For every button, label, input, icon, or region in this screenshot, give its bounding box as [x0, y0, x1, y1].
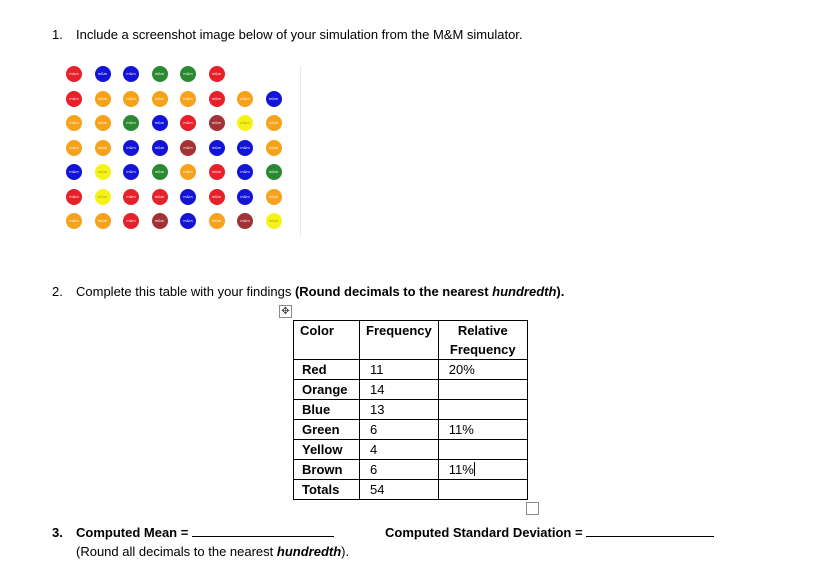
cell-color[interactable]: [294, 460, 360, 480]
mm-candy-red: m&m: [152, 189, 168, 205]
header-frequency[interactable]: Frequency: [360, 321, 439, 360]
table-row: [294, 400, 528, 420]
mm-candy-red: m&m: [66, 189, 82, 205]
mm-candy-brown: m&m: [209, 115, 225, 131]
mm-candy-blue: m&m: [152, 115, 168, 131]
mm-candy-blue: m&m: [209, 140, 225, 156]
mm-candy-orange: m&m: [95, 115, 111, 131]
cell-relative-frequency[interactable]: [438, 380, 527, 400]
cell-frequency-text: 13: [370, 402, 385, 417]
mm-candy-blue: m&m: [95, 66, 111, 82]
cell-frequency-text: 6: [370, 422, 378, 437]
mm-candy-green: m&m: [152, 164, 168, 180]
mm-candy-red: m&m: [66, 66, 82, 82]
cell-relative-frequency-text: 11%: [448, 422, 474, 437]
cell-color[interactable]: [294, 360, 360, 380]
mm-candy-red: m&m: [66, 91, 82, 107]
cell-relative-frequency[interactable]: [438, 400, 527, 420]
mm-candy-brown: m&m: [237, 213, 253, 229]
mm-candy-yellow: m&m: [95, 189, 111, 205]
cell-color-text: Green: [302, 422, 340, 437]
mm-candy-orange: m&m: [237, 91, 253, 107]
mm-candy-red: m&m: [209, 189, 225, 205]
cell-color[interactable]: [294, 400, 360, 420]
cell-color[interactable]: [294, 420, 360, 440]
table-header-row: [294, 321, 528, 360]
mm-candy-blue: m&m: [123, 66, 139, 82]
cell-relative-frequency[interactable]: [438, 420, 527, 440]
question-3-note-text: (Round all decimals to the nearest: [76, 544, 277, 559]
table-row: [294, 420, 528, 440]
cell-relative-frequency[interactable]: [438, 460, 527, 480]
mm-candy-red: m&m: [209, 91, 225, 107]
cell-frequency-text: 54: [370, 482, 385, 497]
image-border: [300, 66, 301, 236]
move-arrows-icon: ✥: [281, 306, 290, 317]
mm-candy-orange: m&m: [266, 140, 282, 156]
mm-candy-orange: m&m: [95, 140, 111, 156]
cell-color-text: Brown: [302, 462, 343, 477]
mm-candy-red: m&m: [180, 115, 196, 131]
sd-answer-blank[interactable]: [586, 524, 714, 537]
mm-candy-blue: m&m: [180, 213, 196, 229]
cell-frequency-text: 14: [370, 382, 385, 397]
cell-relative-frequency[interactable]: [438, 440, 527, 460]
cell-relative-frequency[interactable]: [438, 360, 527, 380]
cell-color-text: Yellow: [302, 442, 343, 457]
cell-color[interactable]: [294, 480, 360, 500]
mm-candy-green: m&m: [266, 164, 282, 180]
mm-candy-red: m&m: [123, 189, 139, 205]
mm-candy-brown: m&m: [180, 140, 196, 156]
mm-candy-green: m&m: [152, 66, 168, 82]
question-1-number: 1.: [52, 27, 63, 42]
question-2-number: 2.: [52, 284, 63, 299]
sd-label: Computed Standard Deviation =: [385, 525, 587, 540]
mm-candy-blue: m&m: [266, 91, 282, 107]
cell-frequency-text: 6: [370, 462, 378, 477]
question-1: [52, 27, 523, 43]
cell-frequency[interactable]: [360, 380, 439, 400]
cell-color[interactable]: [294, 440, 360, 460]
question-1-text: Include a screenshot image below of your simulation from the M&M simulator.: [76, 27, 523, 42]
mm-candy-orange: m&m: [66, 140, 82, 156]
cell-color-text: Orange: [302, 382, 348, 397]
mm-candy-orange: m&m: [180, 164, 196, 180]
mm-candy-red: m&m: [123, 213, 139, 229]
mm-candy-brown: m&m: [152, 213, 168, 229]
mm-candy-yellow: m&m: [266, 213, 282, 229]
text-cursor: [474, 462, 475, 476]
mm-candy-blue: m&m: [237, 189, 253, 205]
cell-color-text: Red: [302, 362, 327, 377]
mm-candy-orange: m&m: [95, 91, 111, 107]
mm-candy-blue: m&m: [123, 164, 139, 180]
mm-candy-orange: m&m: [95, 213, 111, 229]
table-move-handle[interactable]: [279, 305, 292, 318]
table-row: [294, 460, 528, 480]
mm-candy-red: m&m: [209, 66, 225, 82]
mm-candy-orange: m&m: [66, 115, 82, 131]
cell-frequency[interactable]: [360, 460, 439, 480]
mm-simulation-image[interactable]: [66, 66, 302, 238]
question-2-round-note: (Round decimals to the nearest: [294, 284, 493, 299]
question-2-text: Complete this table with your findings: [76, 284, 295, 299]
cell-frequency-text: 11: [370, 362, 384, 377]
cell-color[interactable]: [294, 380, 360, 400]
mm-candy-orange: m&m: [180, 91, 196, 107]
question-3-hundredth: hundredth: [276, 544, 342, 559]
header-relative-line1: Relative: [457, 323, 508, 338]
cell-frequency[interactable]: [360, 440, 439, 460]
question-2-round-note-end: ).: [556, 284, 565, 299]
mm-candy-orange: m&m: [66, 213, 82, 229]
mm-candy-orange: m&m: [209, 213, 225, 229]
cell-color-text: Totals: [302, 482, 340, 497]
header-relative-line2: Frequency: [449, 342, 516, 357]
table-row: [294, 360, 528, 380]
mean-answer-blank[interactable]: [192, 524, 334, 537]
cell-frequency[interactable]: [360, 480, 439, 500]
mm-candy-blue: m&m: [237, 140, 253, 156]
table-row: [294, 480, 528, 500]
table-row: [294, 440, 528, 460]
question-2-hundredth: hundredth: [492, 284, 557, 299]
cell-frequency-text: 4: [370, 442, 378, 457]
cell-color-text: Blue: [302, 402, 331, 417]
cell-relative-frequency-text: 11%: [448, 462, 474, 477]
cell-frequency[interactable]: [360, 360, 439, 380]
mm-candy-green: m&m: [123, 115, 139, 131]
header-color[interactable]: Color: [294, 321, 360, 360]
mm-candy-orange: m&m: [266, 189, 282, 205]
cell-frequency[interactable]: [360, 400, 439, 420]
mm-candy-blue: m&m: [152, 140, 168, 156]
cell-relative-frequency-text: 20%: [448, 362, 475, 377]
cell-relative-frequency[interactable]: [438, 480, 527, 500]
standard-deviation: [385, 524, 714, 541]
table-resize-handle[interactable]: [526, 502, 539, 515]
mm-candy-orange: m&m: [123, 91, 139, 107]
cell-frequency[interactable]: [360, 420, 439, 440]
question-3-note-end: ).: [341, 544, 350, 559]
question-3-note: [76, 544, 349, 560]
mm-candy-blue: m&m: [180, 189, 196, 205]
mm-candy-orange: m&m: [266, 115, 282, 131]
table-row: [294, 380, 528, 400]
mm-candy-red: m&m: [209, 164, 225, 180]
mm-candy-green: m&m: [180, 66, 196, 82]
mm-candy-blue: m&m: [123, 140, 139, 156]
mm-candy-yellow: m&m: [95, 164, 111, 180]
mm-candy-blue: m&m: [66, 164, 82, 180]
frequency-table: [293, 320, 528, 500]
mean-label: Computed Mean =: [76, 525, 192, 540]
question-3: [52, 524, 334, 541]
question-3-number: 3.: [52, 525, 63, 540]
header-relative-frequency[interactable]: [438, 321, 527, 360]
mm-candy-yellow: m&m: [237, 115, 253, 131]
mm-candy-orange: m&m: [152, 91, 168, 107]
mm-candy-blue: m&m: [237, 164, 253, 180]
question-2: [52, 284, 564, 300]
